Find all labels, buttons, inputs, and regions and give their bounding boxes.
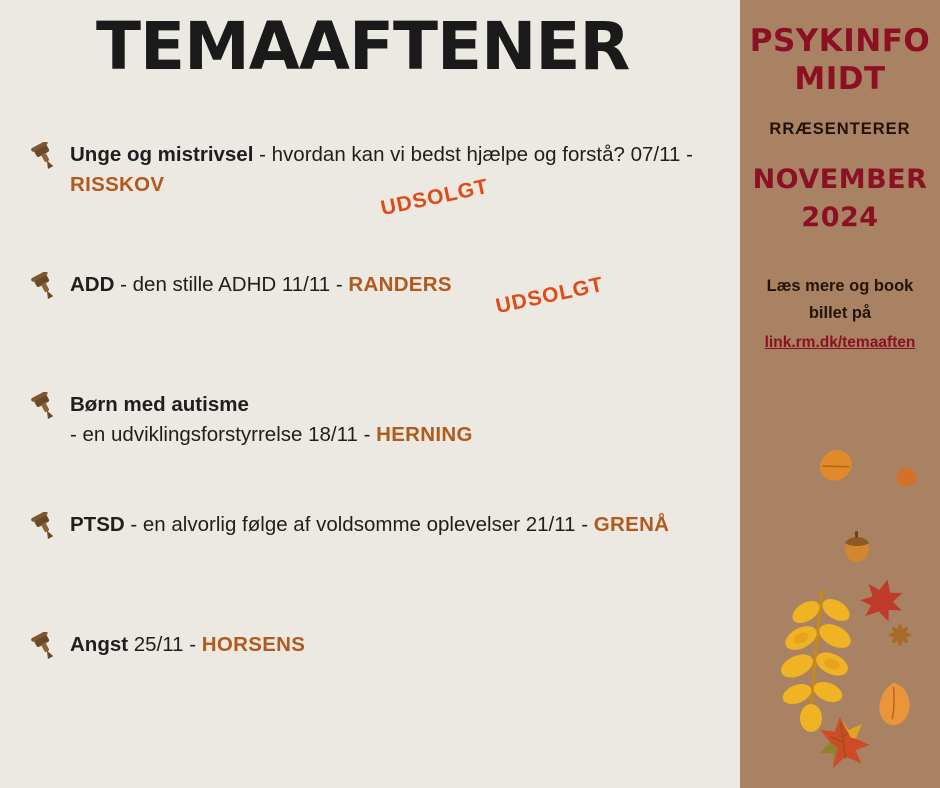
event-city: HERNING (376, 423, 473, 446)
event-city: GRENÅ (593, 513, 670, 536)
event-title: Angst (70, 633, 129, 656)
page-title: TEMAAFTENER (96, 8, 630, 85)
list-item[interactable] (0, 270, 740, 330)
list-item[interactable] (0, 510, 740, 570)
event-title: ADD (70, 273, 115, 296)
booking-line-1: Læs mere og book (766, 277, 914, 295)
event-title: Unge og mistrivsel (70, 143, 254, 166)
event-text (70, 630, 720, 660)
event-text (70, 390, 720, 450)
booking-line-2: billet på (808, 304, 872, 322)
pushpin-icon (28, 272, 62, 302)
brand-name (740, 22, 940, 98)
event-text (70, 140, 720, 200)
sidebar (740, 0, 940, 788)
pushpin-icon (28, 632, 62, 662)
event-description: - en alvorlig følge af voldsomme oplevelser 21/11 - (124, 513, 594, 536)
list-item[interactable] (0, 140, 740, 221)
event-description: - hvordan kan vi bedst hjælpe og forstå? 07/11 - (253, 143, 693, 166)
autumn-leaves-decoration (740, 440, 940, 788)
event-city: RANDERS (348, 273, 452, 296)
pushpin-icon (28, 142, 62, 172)
date-block (740, 161, 940, 237)
pushpin-icon (28, 512, 62, 542)
event-text (70, 510, 720, 540)
year-label: 2024 (801, 202, 879, 233)
pushpin-icon (28, 392, 62, 422)
status-badge: UDSOLGT (493, 272, 606, 319)
booking-info (740, 273, 940, 356)
presents-label: RRÆSENTERER (769, 120, 911, 138)
event-city: RISSKOV (70, 173, 165, 196)
event-description: - en udviklingsforstyrrelse 18/11 - (70, 423, 377, 446)
event-description: 25/11 - (128, 633, 202, 656)
brand-line-2: MIDT (794, 61, 886, 97)
status-badge: UDSOLGT (378, 174, 491, 221)
event-title: Børn med autisme (70, 393, 249, 416)
event-text (70, 270, 720, 300)
event-title: PTSD (70, 513, 125, 536)
booking-link[interactable]: link.rm.dk/temaaften (764, 334, 916, 351)
list-item[interactable] (0, 630, 740, 690)
brand-line-1: PSYKINFO (749, 23, 931, 59)
event-description: - den stille ADHD 11/11 - (114, 273, 349, 296)
month-label: NOVEMBER (752, 164, 928, 195)
event-list (0, 140, 740, 750)
list-item[interactable] (0, 390, 740, 450)
event-city: HORSENS (201, 633, 306, 656)
